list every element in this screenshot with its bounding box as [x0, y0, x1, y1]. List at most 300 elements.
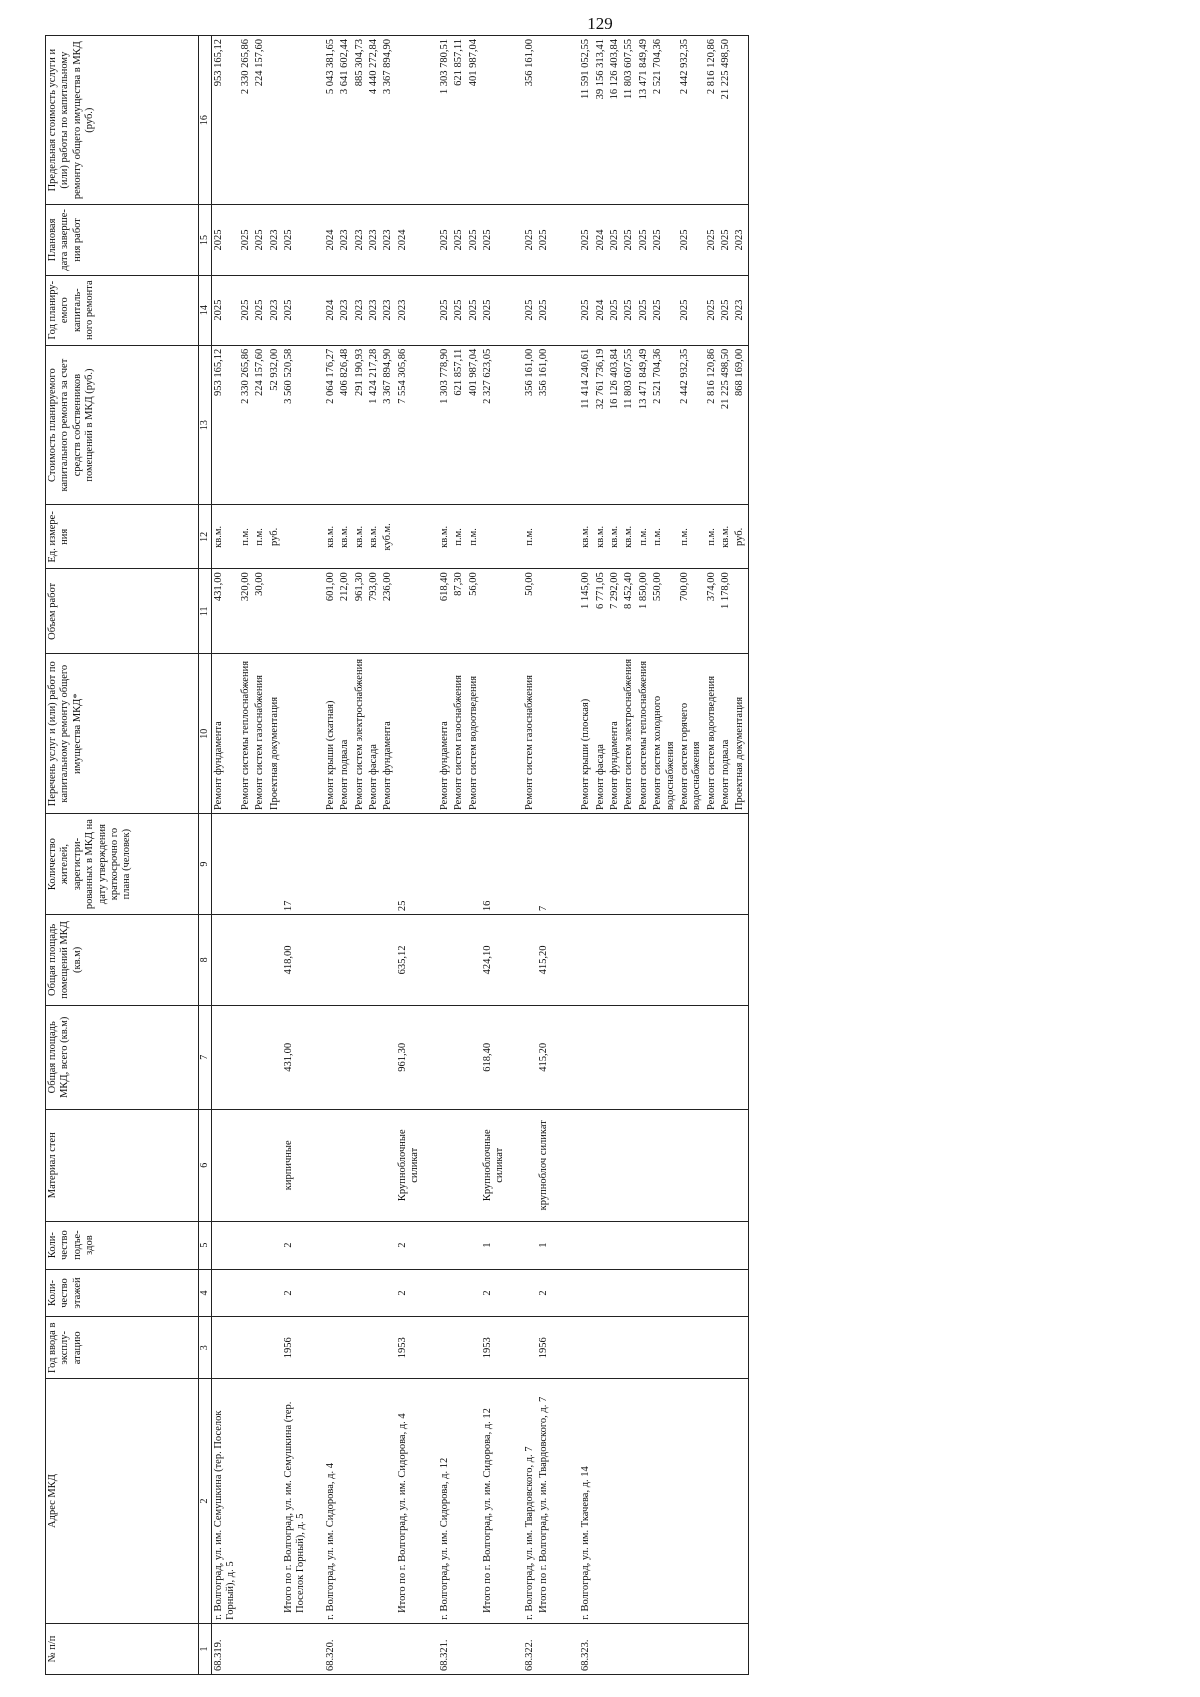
cell-area	[579, 1005, 593, 1109]
cell-limit: 4 440 272,84	[367, 36, 381, 205]
cell-mat	[381, 1109, 395, 1221]
cell-unit: кв.м.	[353, 505, 367, 569]
cell-built	[253, 1317, 267, 1379]
cell-cost: 953 165,12	[212, 345, 239, 505]
cell-mat	[212, 1109, 239, 1221]
cell-res: 16	[481, 814, 515, 915]
cell-vol: 212,00	[338, 569, 352, 654]
spacer-cell	[515, 1269, 523, 1317]
cell-end: 2024	[396, 205, 430, 275]
table-row	[733, 36, 748, 1675]
cell-addr: Итого по г. Волгоград, ул. им. Твардовского, д. 7	[537, 1379, 571, 1624]
column-header-16: Предельная стоимость услуги и (или) работы по капитальному ремонту общего имущества в МКД (руб.)	[46, 36, 199, 205]
cell-year: 2025	[651, 275, 678, 345]
column-header-3: Год ввода в эксплу-атацию	[46, 1317, 199, 1379]
cell-year: 2023	[268, 275, 282, 345]
cell-area2	[268, 915, 282, 1005]
spacer-row	[515, 36, 523, 1675]
cell-unit: кв.м.	[622, 505, 636, 569]
spacer-cell	[316, 1109, 324, 1221]
spacer-cell	[515, 569, 523, 654]
table-row	[651, 36, 678, 1675]
cell-area2	[367, 915, 381, 1005]
cell-res	[594, 814, 608, 915]
cell-entr	[367, 1221, 381, 1269]
cell-unit: п.м.	[523, 505, 537, 569]
spacer-cell	[430, 1317, 438, 1379]
column-header-8: Общая площадь помещений МКД (кв.м)	[46, 915, 199, 1005]
spacer-cell	[316, 1005, 324, 1109]
cell-year: 2025	[579, 275, 593, 345]
cell-addr	[253, 1379, 267, 1624]
cell-num	[719, 1623, 733, 1674]
cell-entr: 2	[396, 1221, 430, 1269]
page-number: 129	[587, 14, 613, 33]
cell-built	[608, 1317, 622, 1379]
cell-built	[651, 1317, 678, 1379]
column-number-row	[199, 36, 212, 1675]
cell-num: 68.321.	[438, 1623, 452, 1674]
column-header-12: Ед. измере-ния	[46, 505, 199, 569]
cell-end: 2025	[438, 205, 452, 275]
cell-built	[622, 1317, 636, 1379]
cell-area2	[324, 915, 338, 1005]
cell-year: 2025	[438, 275, 452, 345]
cell-area: 961,30	[396, 1005, 430, 1109]
cell-limit: 2 330 265,86	[239, 36, 253, 205]
cell-vol: 601,00	[324, 569, 338, 654]
cell-addr: г. Волгоград, ул. им. Семушкина (тер. Поселок Горный), д. 5	[212, 1379, 239, 1624]
cell-vol: 618,40	[438, 569, 452, 654]
spacer-cell	[515, 1379, 523, 1624]
cell-end: 2023	[733, 205, 748, 275]
cell-area2	[678, 915, 705, 1005]
table-row	[579, 36, 593, 1675]
cell-built	[594, 1317, 608, 1379]
spacer-row	[430, 36, 438, 1675]
cell-area2	[253, 915, 267, 1005]
cell-floors	[651, 1269, 678, 1317]
cell-area	[253, 1005, 267, 1109]
spacer-cell	[571, 654, 579, 814]
cell-limit: 3 641 602,44	[338, 36, 352, 205]
cell-entr	[324, 1221, 338, 1269]
cell-end: 2025	[651, 205, 678, 275]
cell-limit: 224 157,60	[253, 36, 267, 205]
spacer-cell	[430, 275, 438, 345]
spacer-cell	[430, 1005, 438, 1109]
cell-limit	[268, 36, 282, 205]
cell-year: 2025	[637, 275, 651, 345]
cell-area2	[381, 915, 395, 1005]
cell-res	[239, 814, 253, 915]
column-number-2: 2	[199, 1379, 212, 1624]
cell-num	[282, 1623, 316, 1674]
cell-end: 2025	[705, 205, 719, 275]
cell-end: 2025	[467, 205, 481, 275]
cell-area	[324, 1005, 338, 1109]
cell-num: 68.319.	[212, 1623, 239, 1674]
spacer-cell	[430, 814, 438, 915]
cell-mat	[338, 1109, 352, 1221]
cell-built	[353, 1317, 367, 1379]
cell-addr: Итого по г. Волгоград, ул. им. Семушкина (тер. Поселок Горный), д. 5	[282, 1379, 316, 1624]
cell-cost: 11 414 240,61	[579, 345, 593, 505]
spacer-cell	[515, 1221, 523, 1269]
cell-built	[381, 1317, 395, 1379]
cell-cost: 21 225 498,50	[719, 345, 733, 505]
cell-vol: 8 452,40	[622, 569, 636, 654]
cell-addr	[367, 1379, 381, 1624]
cell-vol	[537, 569, 571, 654]
cell-res	[253, 814, 267, 915]
cell-built: 1953	[396, 1317, 430, 1379]
cell-work: Ремонт фундамента	[438, 654, 452, 814]
table-row	[467, 36, 481, 1675]
cell-res	[438, 814, 452, 915]
spacer-cell	[515, 814, 523, 915]
column-number-6: 6	[199, 1109, 212, 1221]
table-row	[268, 36, 282, 1675]
cell-area2: 424,10	[481, 915, 515, 1005]
cell-vol	[268, 569, 282, 654]
cell-year: 2023	[733, 275, 748, 345]
cell-year: 2025	[719, 275, 733, 345]
spacer-cell	[316, 814, 324, 915]
cell-res	[381, 814, 395, 915]
cell-cost: 2 816 120,86	[705, 345, 719, 505]
cell-unit: кв.м.	[608, 505, 622, 569]
cell-limit: 5 043 381,65	[324, 36, 338, 205]
cell-floors: 2	[481, 1269, 515, 1317]
cell-addr	[594, 1379, 608, 1624]
cell-cost: 868 169,00	[733, 345, 748, 505]
cell-vol: 374,00	[705, 569, 719, 654]
cell-area2: 635,12	[396, 915, 430, 1005]
spacer-cell	[571, 345, 579, 505]
cell-num	[268, 1623, 282, 1674]
cell-num	[705, 1623, 719, 1674]
cell-work: Ремонт крыши (скатная)	[324, 654, 338, 814]
cell-area2	[452, 915, 466, 1005]
cell-addr	[678, 1379, 705, 1624]
cell-num: 68.323.	[579, 1623, 593, 1674]
cell-area	[353, 1005, 367, 1109]
table-row	[705, 36, 719, 1675]
cell-area	[678, 1005, 705, 1109]
cell-unit: кв.м.	[212, 505, 239, 569]
spacer-cell	[316, 345, 324, 505]
spacer-cell	[515, 654, 523, 814]
column-header-4: Коли-чество этажей	[46, 1269, 199, 1317]
cell-end: 2023	[268, 205, 282, 275]
cell-entr	[678, 1221, 705, 1269]
cell-unit: п.м.	[452, 505, 466, 569]
cell-unit	[396, 505, 430, 569]
cell-built	[719, 1317, 733, 1379]
cell-entr: 1	[481, 1221, 515, 1269]
column-number-13: 13	[199, 345, 212, 505]
cell-addr: Итого по г. Волгоград, ул. им. Сидорова, д. 4	[396, 1379, 430, 1624]
column-number-10: 10	[199, 654, 212, 814]
column-header-6: Материал стен	[46, 1109, 199, 1221]
cell-mat	[608, 1109, 622, 1221]
cell-floors	[719, 1269, 733, 1317]
cell-cost: 401 987,04	[467, 345, 481, 505]
cell-work: Ремонт системы теплоснабжения	[239, 654, 253, 814]
cell-entr	[253, 1221, 267, 1269]
total-row	[481, 36, 515, 1675]
cell-addr	[381, 1379, 395, 1624]
cell-work: Проектная документация	[268, 654, 282, 814]
cell-area	[705, 1005, 719, 1109]
spacer-cell	[316, 915, 324, 1005]
cell-entr	[579, 1221, 593, 1269]
cell-work: Ремонт фасада	[594, 654, 608, 814]
cell-year: 2025	[678, 275, 705, 345]
cell-cost: 2 327 623,05	[481, 345, 515, 505]
cell-vol: 1 178,00	[719, 569, 733, 654]
cell-year: 2023	[353, 275, 367, 345]
cell-area: 415,20	[537, 1005, 571, 1109]
cell-vol: 793,00	[367, 569, 381, 654]
spacer-cell	[571, 275, 579, 345]
cell-num	[467, 1623, 481, 1674]
cell-addr: г. Волгоград, ул. им. Сидорова, д. 4	[324, 1379, 338, 1624]
cell-floors	[733, 1269, 748, 1317]
cell-area	[719, 1005, 733, 1109]
column-header-9: Количество жителей, зарегистри-рованных в МКД на дату утверждения краткосрочно го плана (человек)	[46, 814, 199, 915]
cell-limit	[733, 36, 748, 205]
cell-built	[705, 1317, 719, 1379]
cell-num	[396, 1623, 430, 1674]
cell-unit: куб.м.	[381, 505, 395, 569]
cell-work: Ремонт систем электроснабжения	[622, 654, 636, 814]
cell-built: 1956	[537, 1317, 571, 1379]
cell-work: Ремонт фасада	[367, 654, 381, 814]
cell-floors	[579, 1269, 593, 1317]
cell-year: 2025	[608, 275, 622, 345]
cell-unit: кв.м.	[338, 505, 352, 569]
table-row	[212, 36, 239, 1675]
cell-res	[452, 814, 466, 915]
cell-floors	[452, 1269, 466, 1317]
cell-limit: 885 304,73	[353, 36, 367, 205]
cell-unit: руб.	[268, 505, 282, 569]
cell-area2	[622, 915, 636, 1005]
column-header-7: Общая площадь МКД, всего (кв.м)	[46, 1005, 199, 1109]
cell-area	[651, 1005, 678, 1109]
cell-unit: руб.	[733, 505, 748, 569]
cell-unit: кв.м.	[579, 505, 593, 569]
cell-area	[239, 1005, 253, 1109]
spacer-cell	[430, 654, 438, 814]
cell-work: Ремонт систем водоотведения	[467, 654, 481, 814]
cell-floors	[239, 1269, 253, 1317]
cell-cost: 1 424 217,28	[367, 345, 381, 505]
column-number-14: 14	[199, 275, 212, 345]
cell-area2	[637, 915, 651, 1005]
cell-num	[678, 1623, 705, 1674]
cell-num	[338, 1623, 352, 1674]
cell-unit: п.м.	[651, 505, 678, 569]
cell-year: 2025	[212, 275, 239, 345]
cell-work: Ремонт систем газоснабжения	[253, 654, 267, 814]
cell-floors	[622, 1269, 636, 1317]
cell-built	[438, 1317, 452, 1379]
cell-vol: 30,00	[253, 569, 267, 654]
cell-floors	[338, 1269, 352, 1317]
cell-num	[253, 1623, 267, 1674]
cell-entr	[239, 1221, 253, 1269]
cell-mat	[594, 1109, 608, 1221]
cell-work: Ремонт систем газоснабжения	[523, 654, 537, 814]
cell-entr	[353, 1221, 367, 1269]
spacer-cell	[571, 1109, 579, 1221]
cell-unit: п.м.	[239, 505, 253, 569]
table-row	[622, 36, 636, 1675]
spacer-cell	[515, 1005, 523, 1109]
cell-mat	[268, 1109, 282, 1221]
column-header-14: Год планиру-емого капиталь-ного ремонта	[46, 275, 199, 345]
spacer-cell	[515, 1623, 523, 1674]
cell-cost: 13 471 849,49	[637, 345, 651, 505]
cell-limit: 11 803 607,55	[622, 36, 636, 205]
cell-limit: 39 156 313,41	[594, 36, 608, 205]
cell-num	[537, 1623, 571, 1674]
total-row	[537, 36, 571, 1675]
spacer-cell	[571, 1379, 579, 1624]
total-row	[396, 36, 430, 1675]
cell-res	[467, 814, 481, 915]
cell-work	[537, 654, 571, 814]
cell-cost: 224 157,60	[253, 345, 267, 505]
cell-floors	[608, 1269, 622, 1317]
cell-res	[579, 814, 593, 915]
table-row	[338, 36, 352, 1675]
cell-mat	[523, 1109, 537, 1221]
cell-res	[324, 814, 338, 915]
cell-vol: 6 771,05	[594, 569, 608, 654]
cell-mat	[452, 1109, 466, 1221]
spacer-cell	[430, 1221, 438, 1269]
cell-vol: 320,00	[239, 569, 253, 654]
cell-cost: 406 826,48	[338, 345, 352, 505]
cell-entr	[212, 1221, 239, 1269]
cell-area	[608, 1005, 622, 1109]
cell-built	[324, 1317, 338, 1379]
cell-vol: 56,00	[467, 569, 481, 654]
cell-floors: 2	[396, 1269, 430, 1317]
cell-res	[353, 814, 367, 915]
column-number-1: 1	[199, 1623, 212, 1674]
cell-area2	[733, 915, 748, 1005]
cell-end: 2025	[678, 205, 705, 275]
cell-addr	[338, 1379, 352, 1624]
table-row	[438, 36, 452, 1675]
cell-area2	[338, 915, 352, 1005]
cell-vol	[481, 569, 515, 654]
cell-end: 2025	[253, 205, 267, 275]
spacer-cell	[515, 345, 523, 505]
spacer-cell	[316, 569, 324, 654]
column-header-13: Стоимость планируемого капитального ремонта за счет средств собственников помещений в МКД (руб.)	[46, 345, 199, 505]
cell-end: 2025	[622, 205, 636, 275]
column-number-8: 8	[199, 915, 212, 1005]
cell-entr	[733, 1221, 748, 1269]
cell-vol: 7 292,00	[608, 569, 622, 654]
cell-year: 2025	[282, 275, 316, 345]
cell-cost: 11 803 607,55	[622, 345, 636, 505]
cell-end: 2025	[608, 205, 622, 275]
cell-area	[438, 1005, 452, 1109]
spacer-cell	[571, 1317, 579, 1379]
cell-mat	[705, 1109, 719, 1221]
cell-unit	[537, 505, 571, 569]
total-row	[282, 36, 316, 1675]
cell-year: 2025	[537, 275, 571, 345]
cell-entr	[381, 1221, 395, 1269]
cell-res	[651, 814, 678, 915]
column-header-15: Плановая дата заверше-ния работ	[46, 205, 199, 275]
cell-addr	[353, 1379, 367, 1624]
cell-mat	[719, 1109, 733, 1221]
cell-addr	[622, 1379, 636, 1624]
cell-mat	[324, 1109, 338, 1221]
cell-unit: п.м.	[467, 505, 481, 569]
cell-floors	[594, 1269, 608, 1317]
cell-entr	[705, 1221, 719, 1269]
cell-vol: 1 145,00	[579, 569, 593, 654]
cell-built	[367, 1317, 381, 1379]
column-number-11: 11	[199, 569, 212, 654]
cell-floors: 2	[537, 1269, 571, 1317]
cell-built	[239, 1317, 253, 1379]
cell-year: 2024	[324, 275, 338, 345]
cell-year: 2025	[452, 275, 466, 345]
cell-cost: 32 761 736,19	[594, 345, 608, 505]
spacer-cell	[316, 1623, 324, 1674]
spacer-cell	[430, 1109, 438, 1221]
cell-built	[268, 1317, 282, 1379]
cell-area2	[608, 915, 622, 1005]
cell-work: Ремонт фундамента	[608, 654, 622, 814]
column-number-12: 12	[199, 505, 212, 569]
cell-year: 2025	[239, 275, 253, 345]
cell-built	[579, 1317, 593, 1379]
cell-area2	[523, 915, 537, 1005]
cell-mat: кирпичные	[282, 1109, 316, 1221]
cell-cost: 3 367 894,90	[381, 345, 395, 505]
cell-limit: 953 165,12	[212, 36, 239, 205]
cell-area2	[594, 915, 608, 1005]
table-row	[678, 36, 705, 1675]
table-row	[324, 36, 338, 1675]
cell-built	[678, 1317, 705, 1379]
cell-addr	[467, 1379, 481, 1624]
cell-vol: 431,00	[212, 569, 239, 654]
cell-work: Ремонт крыши (плоская)	[579, 654, 593, 814]
cell-num	[367, 1623, 381, 1674]
spacer-cell	[515, 205, 523, 275]
cell-entr	[651, 1221, 678, 1269]
cell-limit	[396, 36, 430, 205]
cell-built	[733, 1317, 748, 1379]
cell-end: 2023	[367, 205, 381, 275]
spacer-cell	[430, 1623, 438, 1674]
cell-num	[381, 1623, 395, 1674]
spacer-cell	[515, 36, 523, 205]
